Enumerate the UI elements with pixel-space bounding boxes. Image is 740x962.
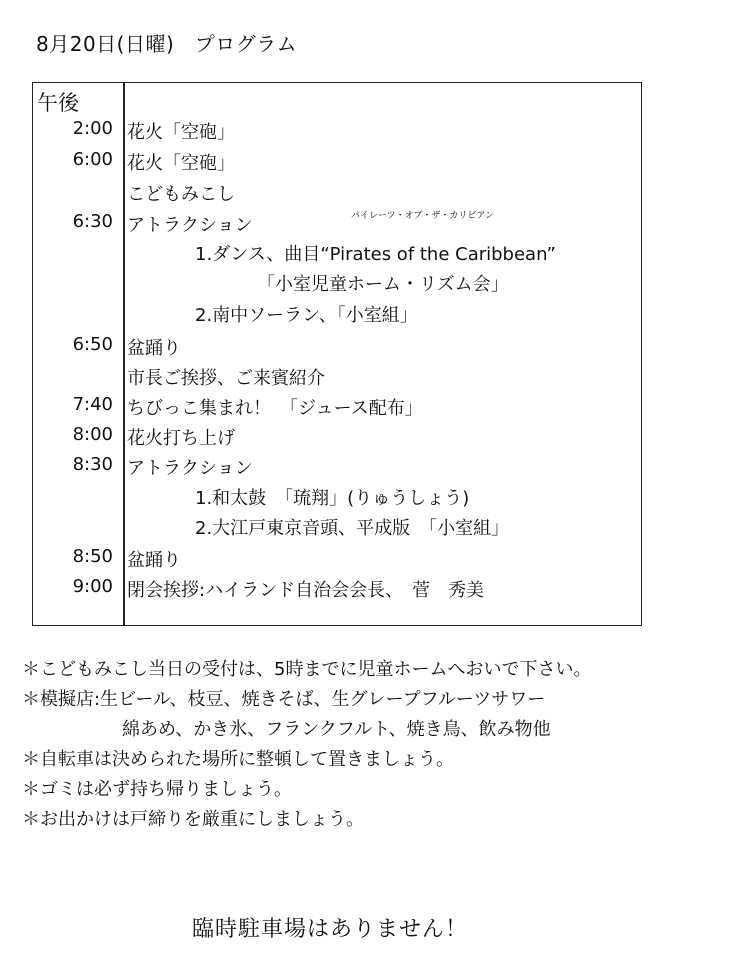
program-row: [33, 267, 641, 297]
program-row: [33, 298, 641, 328]
row-event: 閉会挨拶:ハイランド自治会会長、 菅 秀美: [127, 580, 485, 601]
row-event: 2.大江戸東京音頭、平成版 「小室組」: [195, 518, 510, 539]
program-row: [33, 361, 641, 391]
row-event: 花火打ち上げ: [127, 428, 235, 449]
note-text: ＊お出かけは戸締りを厳重にしましょう。: [22, 809, 364, 830]
note-item: [22, 742, 722, 772]
program-row: [33, 421, 641, 451]
note-item: [22, 772, 722, 802]
row-event: 花火「空砲」: [127, 122, 235, 143]
notes-list: [22, 652, 722, 832]
parking-notice: 臨時駐車場はありません！: [191, 917, 468, 942]
program-row: [33, 451, 641, 481]
row-event: ちびっこ集まれ！ 「ジュース配布」: [127, 398, 423, 419]
note-item: [22, 682, 722, 712]
note-text: ＊ゴミは必ず持ち帰りましょう。: [22, 779, 292, 800]
note-text: ＊模擬店:生ビール、枝豆、焼きそば、生グレープフルーツサワー: [22, 689, 546, 710]
row-event: アトラクション: [127, 458, 253, 479]
program-row: [33, 331, 641, 361]
pm-label: 午後: [37, 91, 79, 115]
row-time: 8:00: [72, 424, 113, 445]
row-event: 花火「空砲」: [127, 153, 235, 174]
ruby-annotation: パイレーツ・オブ・ザ・カリビアン: [351, 211, 495, 221]
program-row: [33, 481, 641, 511]
program-row: [33, 115, 641, 145]
row-event: 1.ダンス、曲目“Pirates of the Caribbean”: [195, 244, 556, 265]
program-row: [33, 573, 641, 603]
note-item: [22, 652, 722, 682]
note-text: 綿あめ、かき氷、フランクフルト、焼き鳥、飲み物他: [122, 719, 551, 740]
row-event: 市長ご挨拶、ご来賓紹介: [127, 368, 325, 389]
program-row: [33, 146, 641, 176]
note-text: ＊自転車は決められた場所に整頓して置きましょう。: [22, 749, 454, 770]
row-time: 6:30: [72, 211, 113, 232]
row-time: 7:40: [72, 394, 113, 415]
row-event: アトラクション: [127, 215, 253, 236]
row-time: 8:30: [72, 454, 113, 475]
program-row: [33, 391, 641, 421]
row-event: 「小室児童ホーム・リズム会」: [257, 274, 509, 295]
row-event: 2.南中ソーラン、「小室組」: [195, 305, 418, 326]
row-event: 盆踊り: [127, 550, 181, 571]
row-time: 9:00: [72, 576, 113, 597]
note-text: ＊こどもみこし当日の受付は、5時までに児童ホームへおいで下さい。: [22, 659, 592, 680]
program-row: [33, 511, 641, 541]
row-event: 1.和太鼓 「琉翔」(りゅうしょう): [195, 488, 470, 509]
program-row: [33, 177, 641, 207]
row-event: 盆踊り: [127, 338, 181, 359]
program-table: [32, 82, 642, 626]
note-item: [22, 802, 722, 832]
program-row: [33, 543, 641, 573]
note-item: [22, 712, 722, 742]
row-time: 6:00: [72, 149, 113, 170]
row-time: 8:50: [72, 546, 113, 567]
program-row: [33, 208, 641, 238]
row-time: 6:50: [72, 334, 113, 355]
row-time: 2:00: [72, 118, 113, 139]
page-title: 8月20日(日曜) プログラム: [36, 32, 298, 56]
program-row: [33, 237, 641, 267]
row-event: こどもみこし: [127, 184, 235, 205]
